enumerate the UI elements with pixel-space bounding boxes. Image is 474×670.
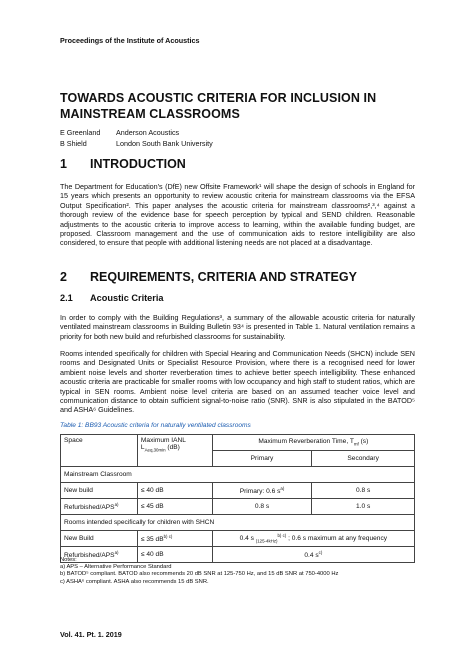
- cell-ianl: [137, 531, 212, 547]
- header-ianl-label: Maximum IANL: [140, 437, 186, 444]
- table-group-row: [61, 467, 415, 483]
- footnote-ref: b) c): [277, 533, 287, 539]
- header-rt-label: Maximum Reverberation Time, T: [258, 438, 354, 446]
- cell-secondary: 0.8 s: [312, 483, 415, 499]
- author-affiliation: London South Bank University: [116, 138, 213, 148]
- notes-heading: Notes:: [60, 557, 77, 563]
- subsection-title: Acoustic Criteria: [90, 293, 164, 303]
- group-mainstream: Mainstream Classroom: [61, 467, 415, 483]
- cell-space-value: Refurbished/APS: [64, 504, 115, 512]
- paper-title: TOWARDS ACOUSTIC CRITERIA FOR INCLUSION IN MAINSTREAM CLASSROOMS: [60, 91, 377, 121]
- table-group-row: [61, 515, 415, 531]
- unit-symbol: L: [140, 444, 145, 451]
- author-list: [60, 128, 213, 149]
- cell-ianl: ≤ 40 dB: [137, 547, 212, 563]
- note-item: c) ASHA⁶ compliant. ASHA also recommends 15 dB SNR.: [60, 578, 209, 585]
- section-title: REQUIREMENTS, CRITERIA AND STRATEGY: [90, 270, 357, 284]
- table-row: [61, 499, 415, 515]
- author-row: [60, 128, 213, 139]
- header-ianl: [137, 435, 212, 467]
- table-caption: Table 1: BB93 Acoustic criteria for naturally ventilated classrooms: [60, 422, 251, 429]
- section-heading-1: [60, 157, 186, 171]
- subsection-number: 2.1: [60, 293, 73, 303]
- table-header-row: [61, 435, 415, 451]
- note-item: b) BATOD⁵ compliant. BATOD also recommends 20 dB SNR at 125-750 Hz, and 15 dB SNR at 750-4000 Hz: [60, 571, 339, 578]
- section-number: 1: [60, 157, 67, 171]
- group-shcn: Rooms intended specifically for children with SHCN: [61, 515, 415, 531]
- header-secondary: Secondary: [312, 451, 415, 467]
- cell-space-value: Refurbished/APS: [64, 552, 115, 560]
- cell-primary: 0.8 s: [212, 499, 312, 515]
- footnote-ref: a): [114, 501, 119, 507]
- criteria-table: [60, 434, 415, 563]
- cell-secondary: 1.0 s: [312, 499, 415, 515]
- frequency-range: (125-4kHz): [255, 538, 278, 544]
- shcn-paragraph: Rooms intended specifically for children with Special Hearing and Communication Needs (SHCN) include SEN rooms and Designated Units or Specialist Resource Provision, where there is a recognised need for lower ambient noise levels and shorter reverberation times to achieve better speech intelligibility. These enhanced acoustic criteria are practicable for smaller rooms with low occupancy and high staff to student ratios, which are typical in SEN rooms. Ambient noise level criteria are based on an assumed teacher voice level and communication distance to obtain sufficient signal-to-noise ratio (SNR). SNR is also stipulated in the BATOD⁵ and ASHA⁶ Guidelines.: [60, 349, 415, 415]
- cell-space: [61, 499, 138, 515]
- cell-primary: [212, 483, 312, 499]
- criteria-paragraph: In order to comply with the Building Regulations³, a summary of the allowable acoustic criteria for naturally ventilated mainstream classrooms in Building Bulletin 93⁴ is presented in Table 1. Natural ventilation remains a priority for both new build and refurbished classrooms for sustainability.: [60, 313, 415, 341]
- header-primary: Primary: [212, 451, 312, 467]
- cell-space: New Build: [61, 531, 138, 547]
- unit-suffix: (dB): [165, 444, 180, 451]
- header-rt: [212, 435, 414, 451]
- footnote-ref: a): [280, 485, 285, 491]
- table-notes: [60, 557, 338, 586]
- cell-rt-value: 0.4 s: [239, 535, 256, 543]
- note-item: a) APS – Alternative Performance Standard: [60, 564, 172, 571]
- subsection-heading-2-1: [60, 293, 164, 303]
- cell-primary-value: Primary: 0.6 s: [239, 488, 281, 496]
- cell-ianl: ≤ 40 dB: [137, 483, 212, 499]
- footnote-ref: a): [114, 549, 119, 555]
- intro-paragraph: The Department for Education's (DfE) new Offsite Framework¹ will shape the design of schools in England for 15 years which presents an opportunity to review acoustic criteria for mainstream classrooms via the EFSA Output Specification². This paper analyses the acoustic criteria for mainstream classrooms²,³,⁴ against a thorough review of the evidence base for speech perception by typical and SEND children. Reasonable adjustments to the acoustic criteria to improve access to learning, within the available funding budget, are proposed. Classroom management and the use of communication aids to restore intelligibility are also considered, to ensure that people with additional listening needs are not placed at a disadvantage.: [60, 182, 415, 248]
- table-row: [61, 483, 415, 499]
- cell-rt-value: 0.4 s: [304, 552, 319, 560]
- table-row: [61, 531, 415, 547]
- footnote-ref: b) c): [163, 533, 173, 539]
- author-name: E Greenland: [60, 128, 101, 137]
- section-number: 2: [60, 270, 67, 284]
- header-rt-subscript: mf: [353, 441, 359, 447]
- cell-space: New build: [61, 483, 138, 499]
- header-space: Space: [61, 435, 138, 467]
- cell-ianl: ≤ 45 dB: [137, 499, 212, 515]
- header-ianl-unit: [141, 444, 209, 452]
- cell-rt: [212, 531, 414, 547]
- header-rt-unit: (s): [358, 438, 369, 446]
- cell-rt-note: ; 0.6 s maximum at any frequency: [286, 535, 388, 543]
- section-heading-2: [60, 270, 357, 284]
- author-affiliation: Anderson Acoustics: [116, 128, 180, 137]
- author-name: B Shield: [60, 138, 87, 148]
- page-footer: Vol. 41. Pt. 1. 2019: [60, 630, 122, 639]
- section-title: INTRODUCTION: [90, 157, 186, 171]
- unit-subscript: Aeq,30min: [144, 447, 166, 453]
- footnote-ref: c): [318, 549, 323, 555]
- author-row: [60, 139, 213, 150]
- cell-ianl-value: ≤ 35 dB: [140, 536, 164, 544]
- running-header: Proceedings of the Institute of Acoustics: [60, 36, 200, 45]
